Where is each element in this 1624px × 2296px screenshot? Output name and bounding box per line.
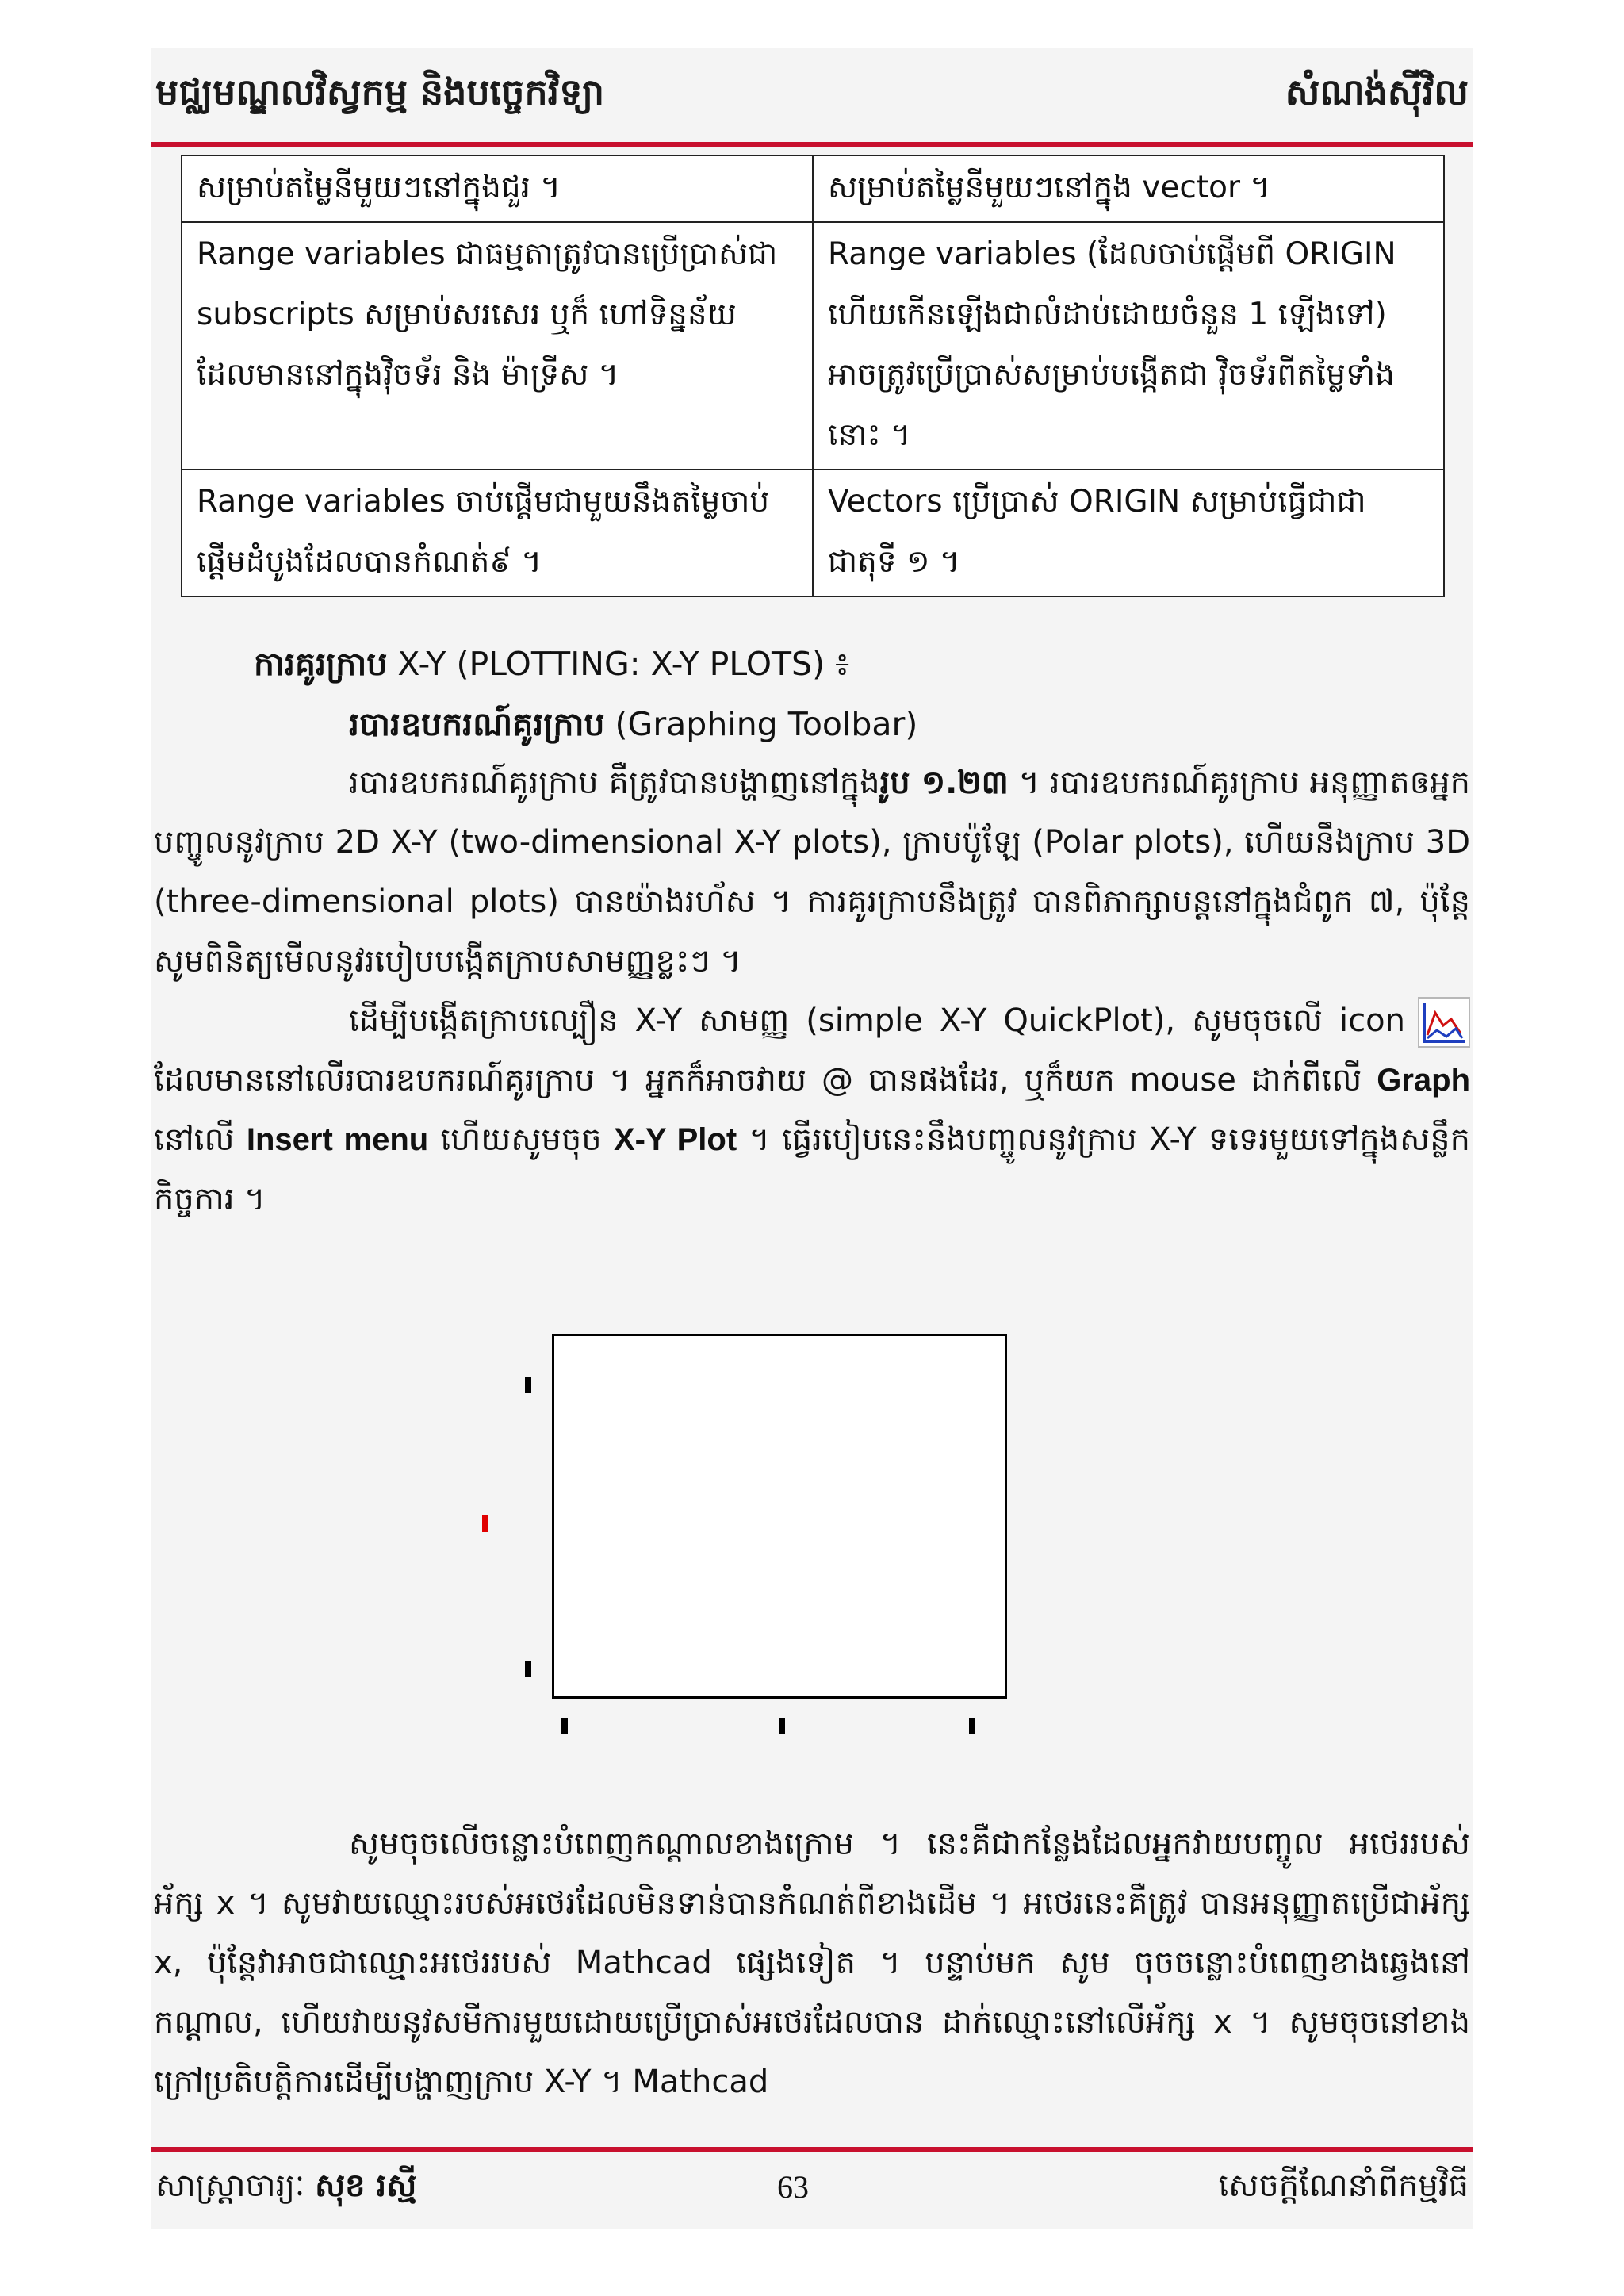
paragraph-text: របារឧបករណ៍គូរក្រាប គឺត្រូវបានបង្ហាញនៅក្នុង: [349, 765, 880, 801]
paragraph-text: នៅលើ: [154, 1121, 247, 1158]
menu-ref-insert: Insert menu: [246, 1122, 429, 1157]
y-axis-expression-placeholder[interactable]: [482, 1515, 488, 1532]
y-axis-upper-limit-placeholder[interactable]: [525, 1377, 531, 1393]
paragraph-plot-instructions: [154, 1815, 1470, 2112]
table-cell: Range variables ចាប់ផ្តើមជាមួយនឹងតម្លៃចាប់ ផ្តើមដំបូងដែលបានកំណត់៩ ។: [182, 470, 813, 596]
paragraph-text: ដែលមាននៅលើរបារឧបករណ៍គូរក្រាប ។ អ្នកក៏អាចវាយ @ បានផងដែរ, ឬក៏យក mouse ដាក់ពីលើ: [154, 1062, 1377, 1098]
paragraph-text: ដើម្បីបង្កើតក្រាបល្បឿន X-Y សាមញ្ញ (simple X-Y QuickPlot), សូមចុចលើ icon: [349, 1002, 1405, 1039]
header-rule: [151, 142, 1473, 147]
section-heading-plotting: [254, 644, 849, 692]
table-cell: សម្រាប់តម្លៃនីមួយៗនៅក្នុង vector ។: [813, 155, 1444, 222]
table-cell: Range variables ជាធម្មតាត្រូវបានប្រើប្រាស់ជា subscripts សម្រាប់សរសេរ ឬក៏ ហៅទិន្នន័យ ដែលមាននៅក្នុងវ៉ិចទ័រ និង ម៉ាទ្រីស ។: [182, 222, 813, 470]
author-prefix: សាស្ត្រាចារ្យៈ: [155, 2168, 316, 2204]
paragraph-text: ហើយសូមចុច: [428, 1121, 614, 1158]
subsection-heading-khmer: របារឧបករណ៍គូរក្រាប: [349, 705, 605, 743]
subsection-heading-toolbar: [349, 704, 917, 752]
paragraph-toolbar-intro: [154, 753, 1470, 991]
header-course-title: សំណង់ស៊ីវិល: [1285, 71, 1469, 113]
page-number: 63: [777, 2169, 809, 2205]
xy-plot-placeholder[interactable]: [476, 1324, 1031, 1769]
paragraph-text: សូមចុចលើចន្លោះបំពេញកណ្តាលខាងក្រោម ។ នេះគឺជាកន្លែងដែលអ្នកវាយបញ្ចូល អថេររបស់អ័ក្ស x ។ សូមវាយឈ្មោះរបស់អថេរដែលមិនទាន់បានកំណត់ពីខាងដើម ។ អថេរនេះគឺត្រូវ បានអនុញ្ញាតប្រើជាអ័ក្ស x, ប៉ុន្តែវាអាចជាឈ្មោះអថេររបស់ Mathcad ផ្សេងទៀត ។ បន្ទាប់មក សូម ចុចចន្លោះបំពេញខាងឆ្វេងនៅកណ្តាល, ហើយវាយនូវសមីការមួយដោយប្រើប្រាស់អថេរដែលបាន ដាក់ឈ្មោះនៅលើអ័ក្ស x ។ សូមចុចនៅខាងក្រៅប្រតិបត្តិការដើម្បីបង្ហាញក្រាប X-Y ។ Mathcad: [154, 1826, 1471, 2100]
subsection-heading-latin: (Graphing Toolbar): [604, 705, 918, 743]
plot-area[interactable]: [552, 1334, 1007, 1699]
footer-rule: [151, 2147, 1473, 2152]
paragraph-quickplot: [154, 991, 1470, 1229]
section-heading-khmer: ការគូរក្រាប: [254, 645, 388, 683]
paragraph-text: ។ របារឧបករណ៍គូរក្រាប អនុញ្ញាតឲអ្នកបញ្ចូលនូវក្រាប 2D X-Y (two-dimensional X-Y plots), ក្រាបប៉ូឡែ (Polar plots), ហើយនឹងក្រាប 3D (three-dimensional plots) បានយ៉ាងរហ័ស ។ ការគូរក្រាបនឹងត្រូវ បានពិភាក្សាបន្តនៅក្នុងជំពូក ៧, ប៉ុន្តែសូមពិនិត្យមើលនូវរបៀបបង្កើតក្រាបសាមញ្ញខ្លះៗ ។: [154, 765, 1470, 979]
table-row: [182, 470, 1444, 596]
page-header: [151, 70, 1473, 133]
xy-plot-icon: [1418, 997, 1470, 1048]
footer-author: [155, 2165, 416, 2212]
table-cell: Vectors ប្រើប្រាស់ ORIGIN សម្រាប់ធ្វើជាជា ជាតុទី ១ ។: [813, 470, 1444, 596]
x-axis-lower-limit-placeholder[interactable]: [561, 1718, 568, 1734]
x-axis-variable-placeholder[interactable]: [779, 1718, 785, 1734]
figure-reference: រូប ១.២៣: [879, 765, 1009, 801]
table-row: [182, 222, 1444, 470]
section-heading-latin: X-Y (PLOTTING: X-Y PLOTS) ៖: [387, 645, 850, 683]
page-footer: [151, 2165, 1473, 2221]
menu-ref-graph: Graph: [1377, 1063, 1470, 1098]
author-name: សុខ រស្មី: [315, 2168, 417, 2204]
y-axis-lower-limit-placeholder[interactable]: [525, 1661, 531, 1677]
footer-chapter-title: សេចក្តីណែនាំពីកម្មវិធី: [1218, 2168, 1469, 2204]
table-row: [182, 155, 1444, 222]
paragraph-text: ។ ធ្វើរបៀបនេះនឹងបញ្ចូលនូវក្រាប X-Y ទទេរមួយទៅក្នុងសន្លឹកកិច្ចការ ។: [154, 1121, 1471, 1217]
table-cell: Range variables (ដែលចាប់ផ្តើមពី ORIGIN ហើយកើនឡើងជាលំដាប់ដោយចំនួន 1 ឡើងទៅ) អាចត្រូវប្រើប្រាស់សម្រាប់បង្កើតជា វ៉ិចទ័រពីតម្លៃទាំងនោះ ។: [813, 222, 1444, 470]
x-axis-upper-limit-placeholder[interactable]: [969, 1718, 975, 1734]
table-cell: សម្រាប់តម្លៃនីមួយៗនៅក្នុងជួរ ។: [182, 155, 813, 222]
comparison-table: [181, 155, 1445, 597]
menu-ref-xy-plot: X-Y Plot: [613, 1122, 737, 1157]
header-center-title: មជ្ឈមណ្ឌលវិស្វកម្ម និងបច្ចេកវិទ្យា: [155, 71, 605, 113]
